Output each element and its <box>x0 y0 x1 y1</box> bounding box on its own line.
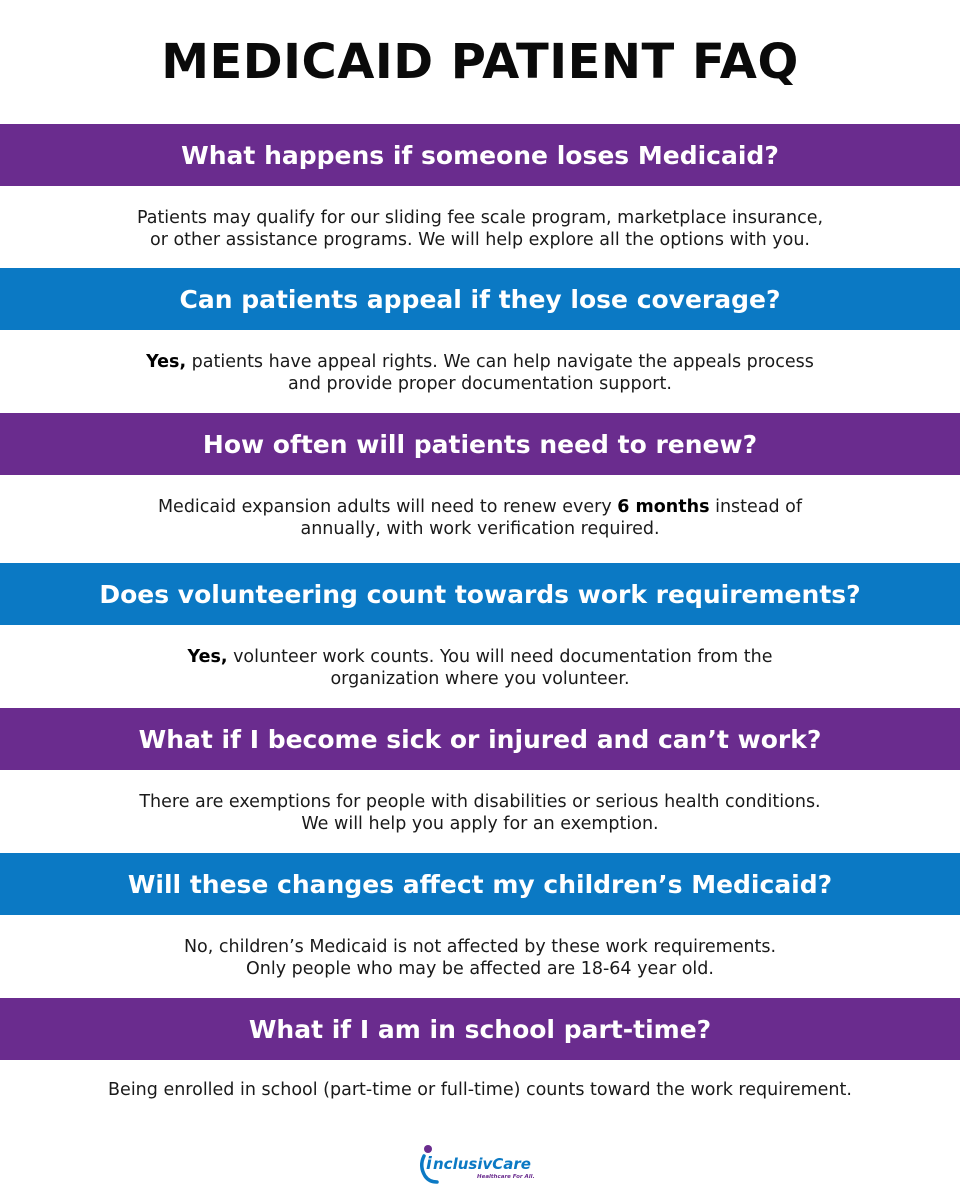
answer-line <box>0 351 960 373</box>
faq-question-3 <box>0 413 960 475</box>
answer-bold: Yes, <box>146 352 187 372</box>
question-text: Can patients appeal if they lose coverage? <box>179 284 781 314</box>
faq-answer-7 <box>0 1079 960 1101</box>
answer-text: Medicaid expansion adults will need to renew every <box>157 497 618 517</box>
answer-line: and provide proper documentation support. <box>288 374 672 394</box>
faq-question-1 <box>0 124 960 186</box>
faq-question-5 <box>0 708 960 770</box>
answer-line <box>0 646 960 668</box>
answer-line: Being enrolled in school (part-time or full-time) counts toward the work requirement. <box>108 1080 852 1100</box>
answer-line: annually, with work verification required. <box>300 519 660 539</box>
answer-bold: 6 months <box>617 497 710 517</box>
logo-tagline: Healthcare For All. <box>477 1174 535 1180</box>
logo-mark <box>415 1140 545 1186</box>
answer-line: There are exemptions for people with disabilities or serious health conditions. <box>139 792 821 812</box>
faq-answer-1 <box>0 207 960 251</box>
question-text: Will these changes affect my children’s Medicaid? <box>127 869 833 899</box>
question-text: How often will patients need to renew? <box>202 429 758 459</box>
answer-bold: Yes, <box>187 647 228 667</box>
faq-question-2 <box>0 268 960 330</box>
answer-text: patients have appeal rights. We can help navigate the appeals process <box>186 352 814 372</box>
question-text: What if I am in school part-time? <box>248 1014 712 1044</box>
faq-answer-2 <box>0 351 960 395</box>
question-text: What if I become sick or injured and can’t work? <box>138 724 822 754</box>
faq-answer-5 <box>0 791 960 835</box>
question-text: Does volunteering count towards work requirements? <box>99 579 861 609</box>
faq-question-4 <box>0 563 960 625</box>
logo-wordmark: nclusivCare <box>433 1155 531 1173</box>
answer-text: instead of <box>709 497 803 517</box>
faq-question-6 <box>0 853 960 915</box>
answer-line: We will help you apply for an exemption. <box>301 814 659 834</box>
question-text: What happens if someone loses Medicaid? <box>181 140 779 170</box>
logo-letter-i: i <box>426 1154 432 1174</box>
logo-dot-icon <box>424 1145 432 1153</box>
answer-line: organization where you volunteer. <box>330 669 630 689</box>
faq-question-7 <box>0 998 960 1060</box>
inclusivcare-logo <box>0 1140 960 1186</box>
answer-line: Only people who may be affected are 18-64 year old. <box>246 959 714 979</box>
answer-text: volunteer work counts. You will need documentation from the <box>227 647 773 667</box>
answer-line <box>0 496 960 518</box>
answer-line: No, children’s Medicaid is not affected by these work requirements. <box>183 937 777 957</box>
faq-answer-4 <box>0 646 960 690</box>
answer-line: Patients may qualify for our sliding fee scale program, marketplace insurance, <box>136 208 824 228</box>
answer-line: or other assistance programs. We will help explore all the options with you. <box>150 230 810 250</box>
faq-answer-6 <box>0 936 960 980</box>
faq-answer-3 <box>0 496 960 540</box>
page-title: MEDICAID PATIENT FAQ <box>161 34 799 90</box>
